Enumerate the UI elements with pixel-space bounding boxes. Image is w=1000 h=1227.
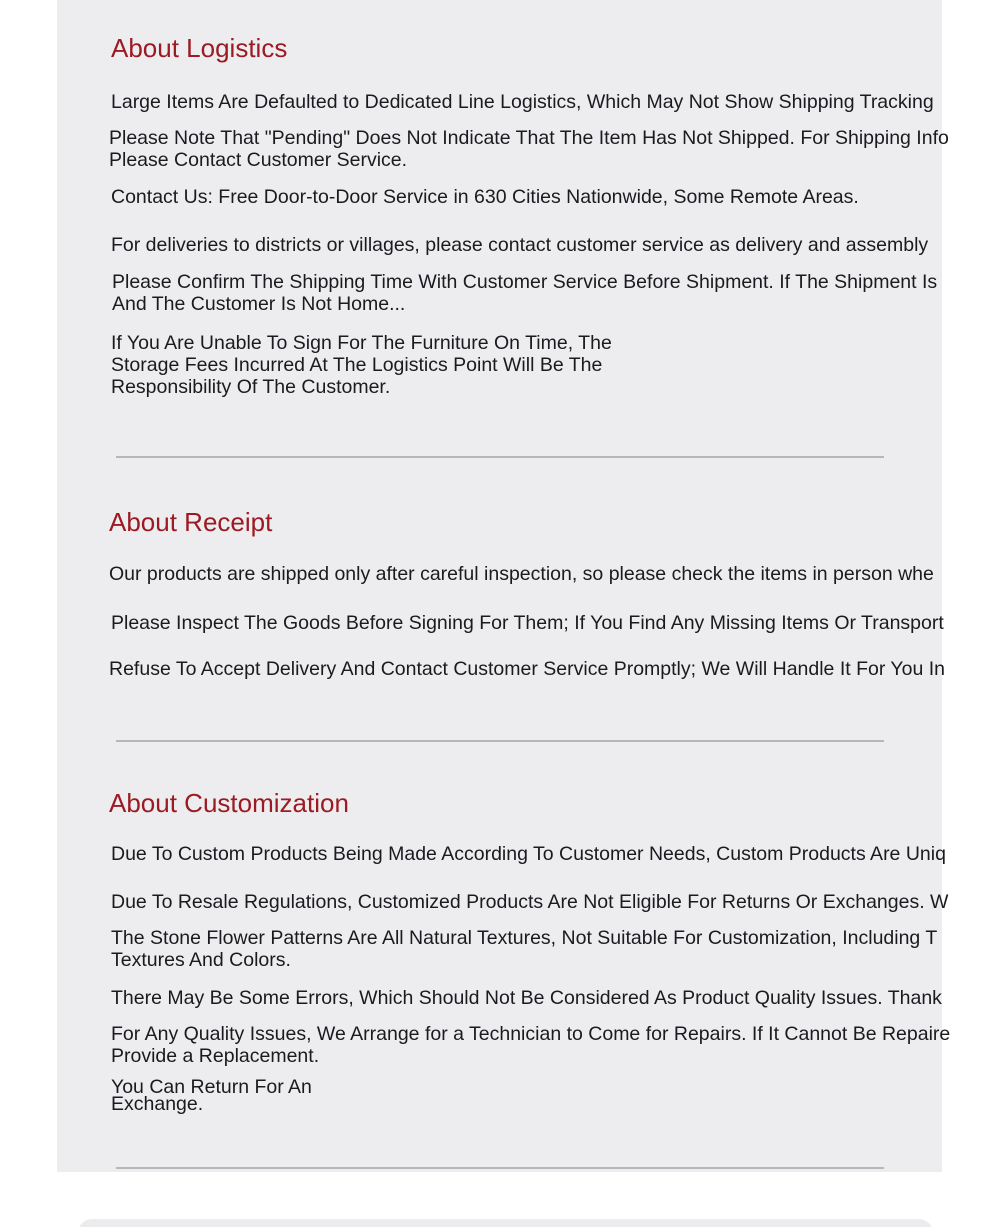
- customization-para-6-line-1: You Can Return For An: [111, 1076, 312, 1098]
- customization-para-3-line-1: The Stone Flower Patterns Are All Natural Textures, Not Suitable For Customization, Including T: [111, 927, 938, 949]
- section-divider: [116, 456, 884, 458]
- logistics-para-3: Contact Us: Free Door-to-Door Service in 630 Cities Nationwide, Some Remote Areas.: [111, 186, 859, 208]
- customization-para-5-line-1: For Any Quality Issues, We Arrange for a Technician to Come for Repairs. If It Cannot Be Repaire: [111, 1023, 951, 1045]
- customization-para-2: Due To Resale Regulations, Customized Products Are Not Eligible For Returns Or Exchanges. W: [111, 891, 949, 913]
- customization-heading: About Customization: [109, 788, 349, 818]
- customization-para-6-line-2: Exchange.: [111, 1093, 204, 1115]
- customization-para-3-line-2: Textures And Colors.: [111, 949, 291, 971]
- logistics-para-6-line-3: Responsibility Of The Customer.: [111, 376, 391, 398]
- logistics-heading: About Logistics: [111, 33, 288, 63]
- logistics-para-2-line-2: Please Contact Customer Service.: [109, 149, 408, 171]
- receipt-heading: About Receipt: [109, 507, 273, 537]
- customization-para-1: Due To Custom Products Being Made According To Customer Needs, Custom Products Are Uniq: [111, 843, 946, 865]
- next-section-card: [78, 1219, 933, 1227]
- receipt-para-3: Refuse To Accept Delivery And Contact Customer Service Promptly; We Will Handle It For You In: [109, 658, 945, 680]
- logistics-para-2-line-1: Please Note That "Pending" Does Not Indicate That The Item Has Not Shipped. For Shipping Info: [109, 127, 949, 149]
- logistics-para-6-line-1: If You Are Unable To Sign For The Furniture On Time, The: [111, 332, 612, 354]
- logistics-para-5-line-2: And The Customer Is Not Home...: [112, 293, 406, 315]
- section-divider: [116, 1167, 884, 1169]
- customization-para-4: There May Be Some Errors, Which Should Not Be Considered As Product Quality Issues. Thank: [111, 987, 942, 1009]
- logistics-para-6-line-2: Storage Fees Incurred At The Logistics Point Will Be The: [111, 354, 603, 376]
- logistics-para-1: Large Items Are Defaulted to Dedicated Line Logistics, Which May Not Show Shipping Tracking: [111, 91, 934, 113]
- logistics-para-5-line-1: Please Confirm The Shipping Time With Customer Service Before Shipment. If The Shipment Is: [112, 271, 938, 293]
- receipt-para-2: Please Inspect The Goods Before Signing For Them; If You Find Any Missing Items Or Transport: [111, 612, 944, 634]
- section-divider: [116, 740, 884, 742]
- receipt-para-1: Our products are shipped only after careful inspection, so please check the items in person whe: [109, 563, 934, 585]
- logistics-para-4: For deliveries to districts or villages, please contact customer service as delivery and assembly: [111, 234, 929, 256]
- customization-para-5-line-2: Provide a Replacement.: [111, 1045, 320, 1067]
